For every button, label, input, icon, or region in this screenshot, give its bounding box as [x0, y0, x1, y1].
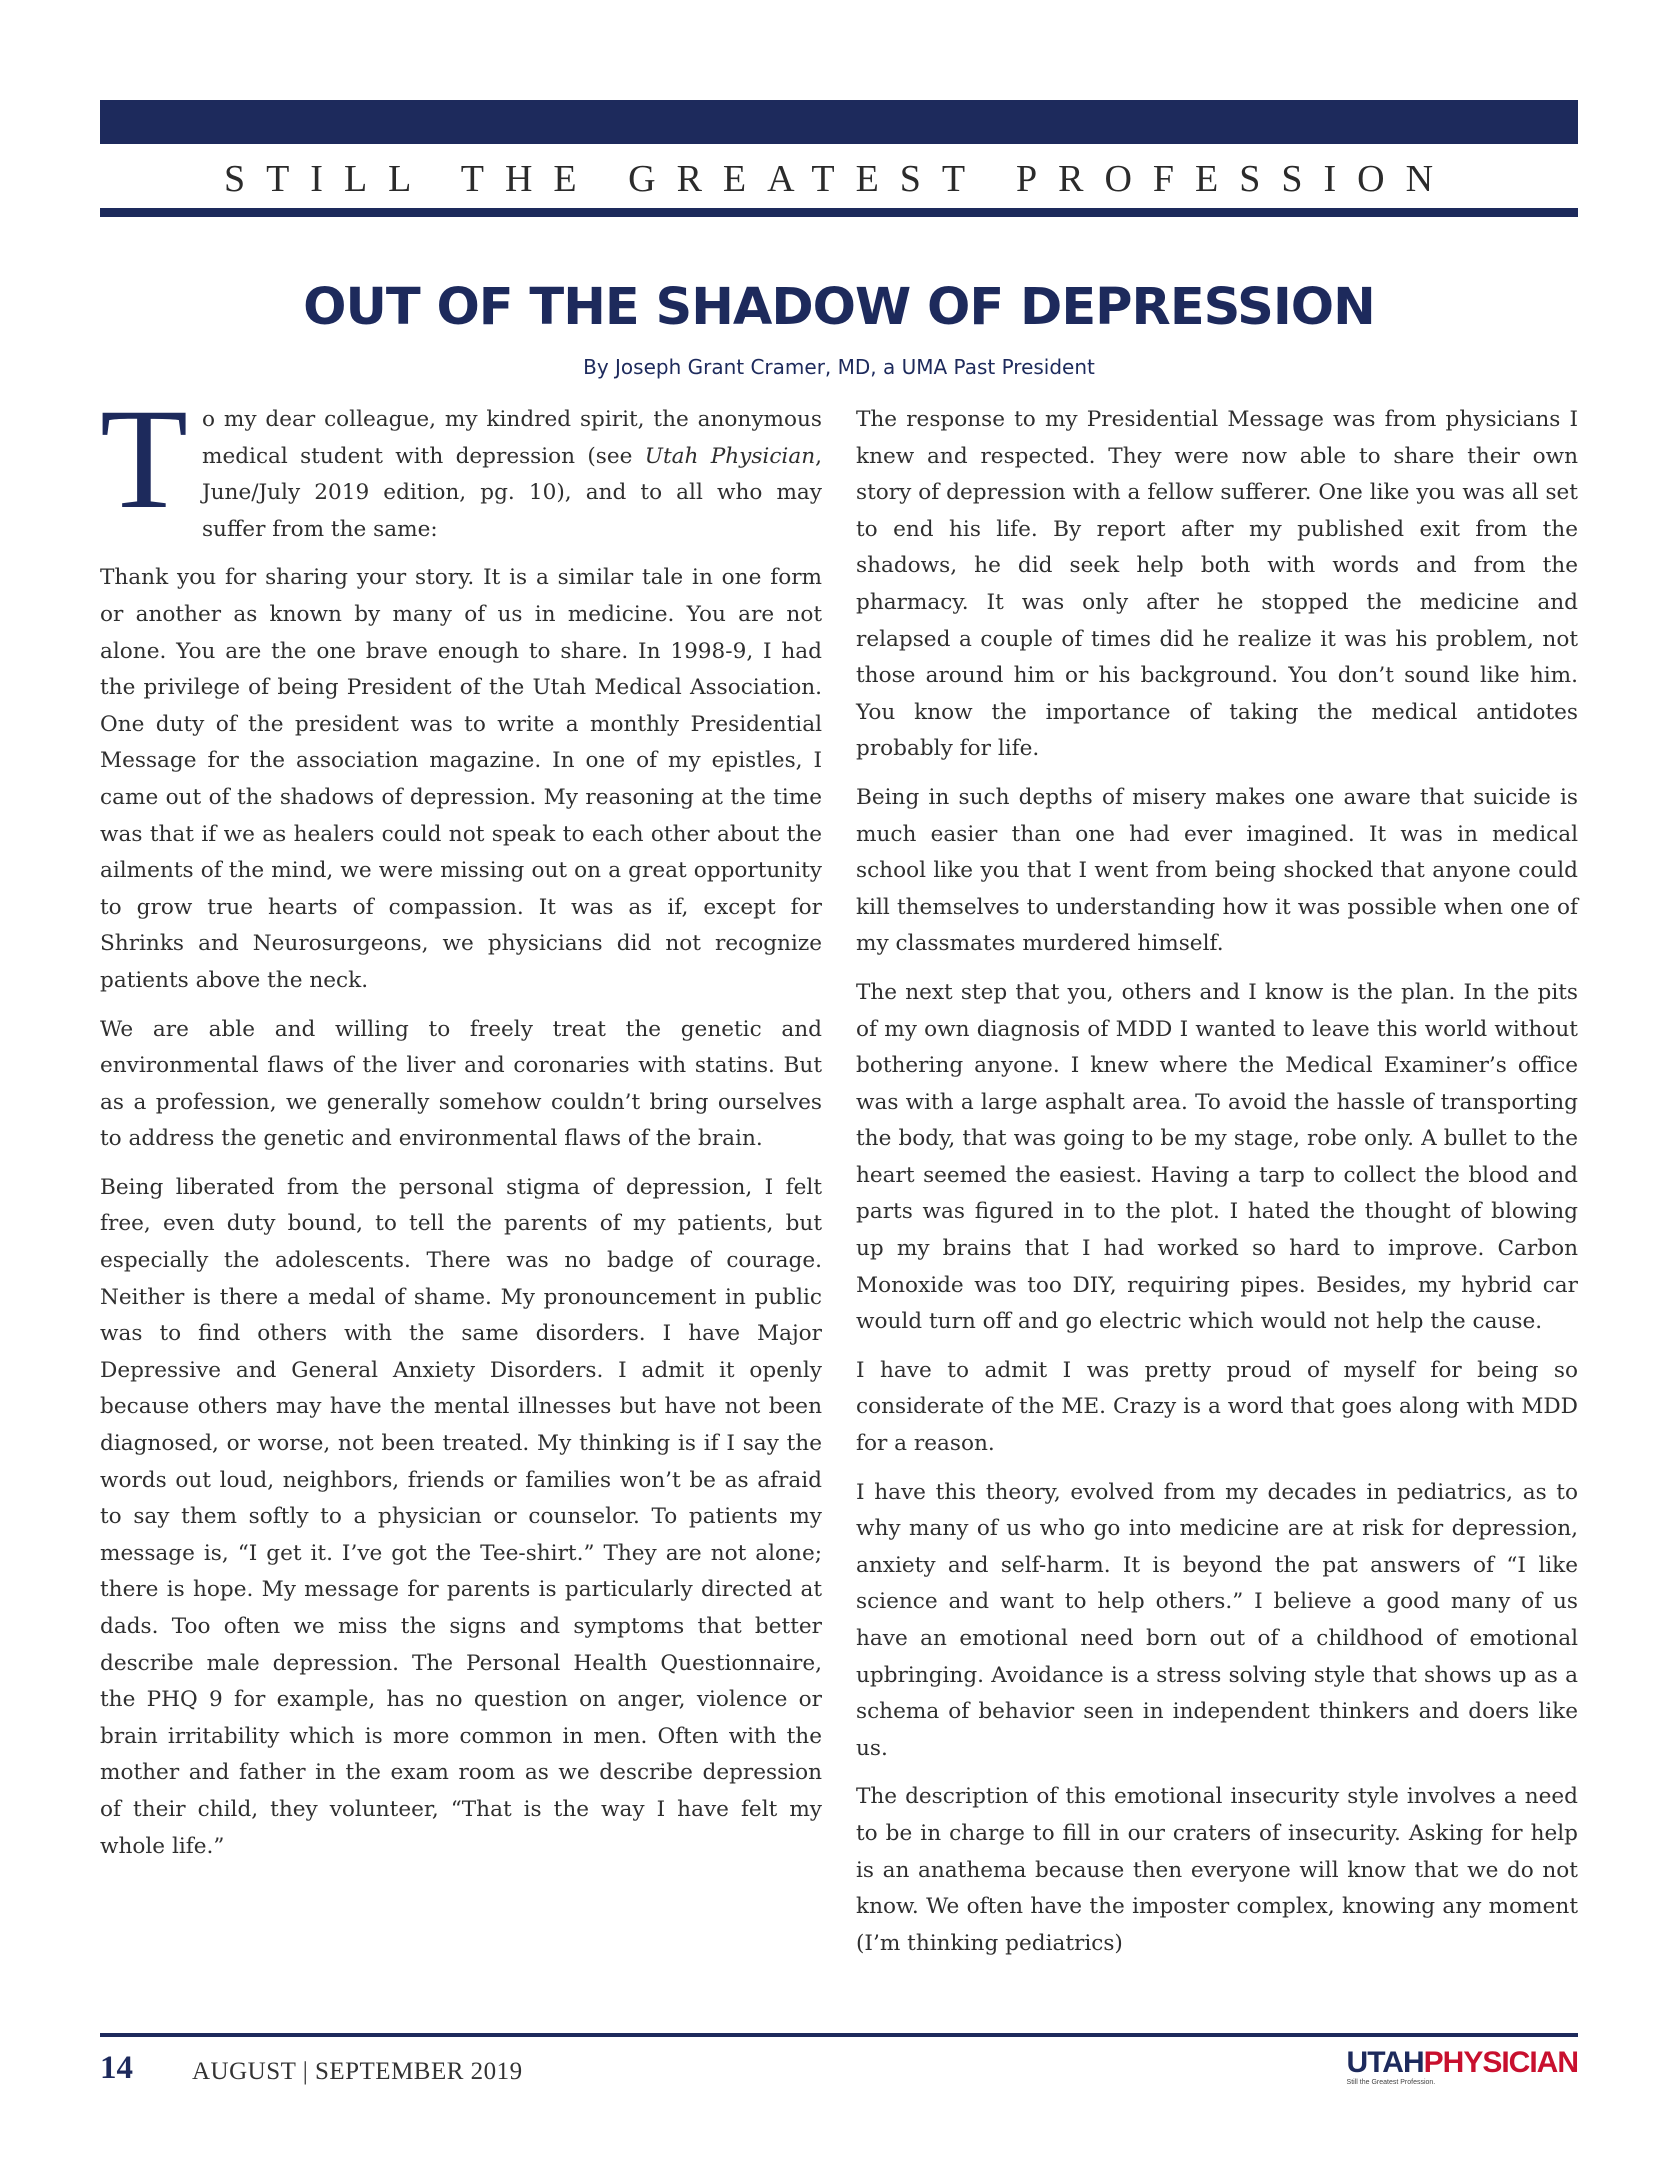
body-paragraph: I have to admit I was pretty proud of myself for being so considerate of the ME. Crazy is a word that goes along with MDD for a reason. [856, 1357, 1578, 1457]
article-byline: By Joseph Grant Cramer, MD, a UMA Past President [583, 355, 1095, 379]
body-paragraph: The description of this emotional insecurity style involves a need to be in charge to fill in our craters of insecurity. Asking for help is an anathema because then everyone will know that we do not know. We often have the imposter complex, knowing any moment (I’m thinking pediatrics) [856, 1784, 1578, 1956]
page-number: 14 [100, 2050, 133, 2086]
body-paragraph: I have this theory, evolved from my decades in pediatrics, as to why many of us who go into medicine are at risk for depression, anxiety and self-harm. It is beyond the pat answers of “I like science and want to help others.” I believe a good many of us have an emotional need born out of a childhood of emotional upbringing. Avoidance is a stress solving style that shows up as a schema of behavior seen in independent thinkers and doers like us. [856, 1479, 1578, 1761]
logo-wordmark: UTAHPHYSICIAN [1346, 2046, 1578, 2079]
issue-date: AUGUST | SEPTEMBER 2019 [192, 2058, 523, 2085]
body-paragraph: We are able and willing to freely treat the genetic and environmental flaws of the liver and coronaries with statins. But as a profession, we generally somehow couldn’t bring ourselves to address the genetic and environmental flaws of the brain. [100, 1016, 822, 1152]
body-paragraph: Being liberated from the personal stigma of depression, I felt free, even duty bound, to tell the parents of my patients, but especially the adolescents. There was no badge of courage. Neither is there a medal of shame. My pronouncement in public was to find others with the same disorders. I have Major Depressive and General Anxiety Disorders. I admit it openly because others may have the mental illnesses but have not been diagnosed, or worse, not been treated. My thinking is if I say the words out loud, neighbors, friends or families won’t be as afraid to say them softly to a physician or counselor. To patients my message is, “I get it. I’ve got the Tee-shirt.” They are not alone; there is hope. My message for parents is particularly directed at dads. Too often we miss the signs and symptoms that better describe male depression. The Personal Health Questionnaire, the PHQ 9 for example, has no question on anger, violence or brain irritability which is more common in men. Often with the mother and father in the exam room as we describe depression of their child, they volunteer, “That is the way I have felt my whole life.” [100, 1174, 822, 1859]
utah-physician-logo [1347, 2048, 1578, 2087]
publication-name: Utah Physician [644, 443, 816, 469]
body-paragraph: Thank you for sharing your story. It is a similar tale in one form or another as known by many of us in medicine. You are not alone. You are the one brave enough to share. In 1998-9, I had the privilege of being President of the Utah Medical Association. One duty of the president was to write a monthly Presidential Message for the association magazine. In one of my epistles, I came out of the shadows of depression. My reasoning at the time was that if we as healers could not speak to each other about the ailments of the mind, we were missing out on a great opportunity to grow true hearts of compassion. It was as if, except for Shrinks and Neurosurgeons, we physicians did not recognize patients above the neck. [100, 565, 822, 993]
article-column-left [100, 380, 822, 1877]
intro-text-start: o my dear colleague, my kindred spirit, the anonymous medical student with depression (see [201, 407, 822, 469]
logo-tagline: Still the Greatest Profession. [1346, 2079, 1436, 2086]
top-header-band [100, 100, 1578, 144]
intro-paragraph [100, 380, 822, 548]
footer-divider [100, 2033, 1578, 2037]
drop-cap: T [100, 380, 188, 539]
body-paragraph: Being in such depths of misery makes one aware that suicide is much easier than one had ever imagined. It was in medical school like you that I went from being shocked that anyone could kill themselves to understanding how it was possible when one of my classmates murdered himself. [856, 784, 1578, 957]
article-headline: OUT OF THE SHADOW OF DEPRESSION [303, 278, 1375, 337]
body-paragraph: The next step that you, others and I know is the plan. In the pits of my own diagnosis of MDD I wanted to leave this world without bothering anyone. I knew where the Medical Examiner’s office was with a large asphalt area. To avoid the hassle of transporting the body, that was going to be my stage, robe only. A bullet to the heart seemed the easiest. Having a tarp to collect the blood and parts was figured in to the plot. I hated the thought of blowing up my brains that I had worked so hard to improve. Carbon Monoxide was too DIY, requiring pipes. Besides, my hybrid car would turn off and go electric which would not help the cause. [856, 979, 1578, 1335]
intro-text-end: , June/July 2019 edition, pg. 10), and to all who may suffer from the same: [201, 443, 822, 542]
body-paragraph: The response to my Presidential Message was from physicians I knew and respected. They were now able to share their own story of depression with a fellow sufferer. One like you was all set to end his life. By report after my published exit from the shadows, he did seek help both with words and from the pharmacy. It was only after he stopped the medicine and relapsed a couple of times did he realize it was his problem, not those around him or his background. You don’t sound like him. You know the importance of taking the medical antidotes probably for life. [856, 407, 1578, 762]
article-column-right [856, 402, 1578, 1974]
section-label: STILL THE GREATEST PROFESSION [223, 158, 1455, 200]
header-divider [100, 208, 1578, 217]
